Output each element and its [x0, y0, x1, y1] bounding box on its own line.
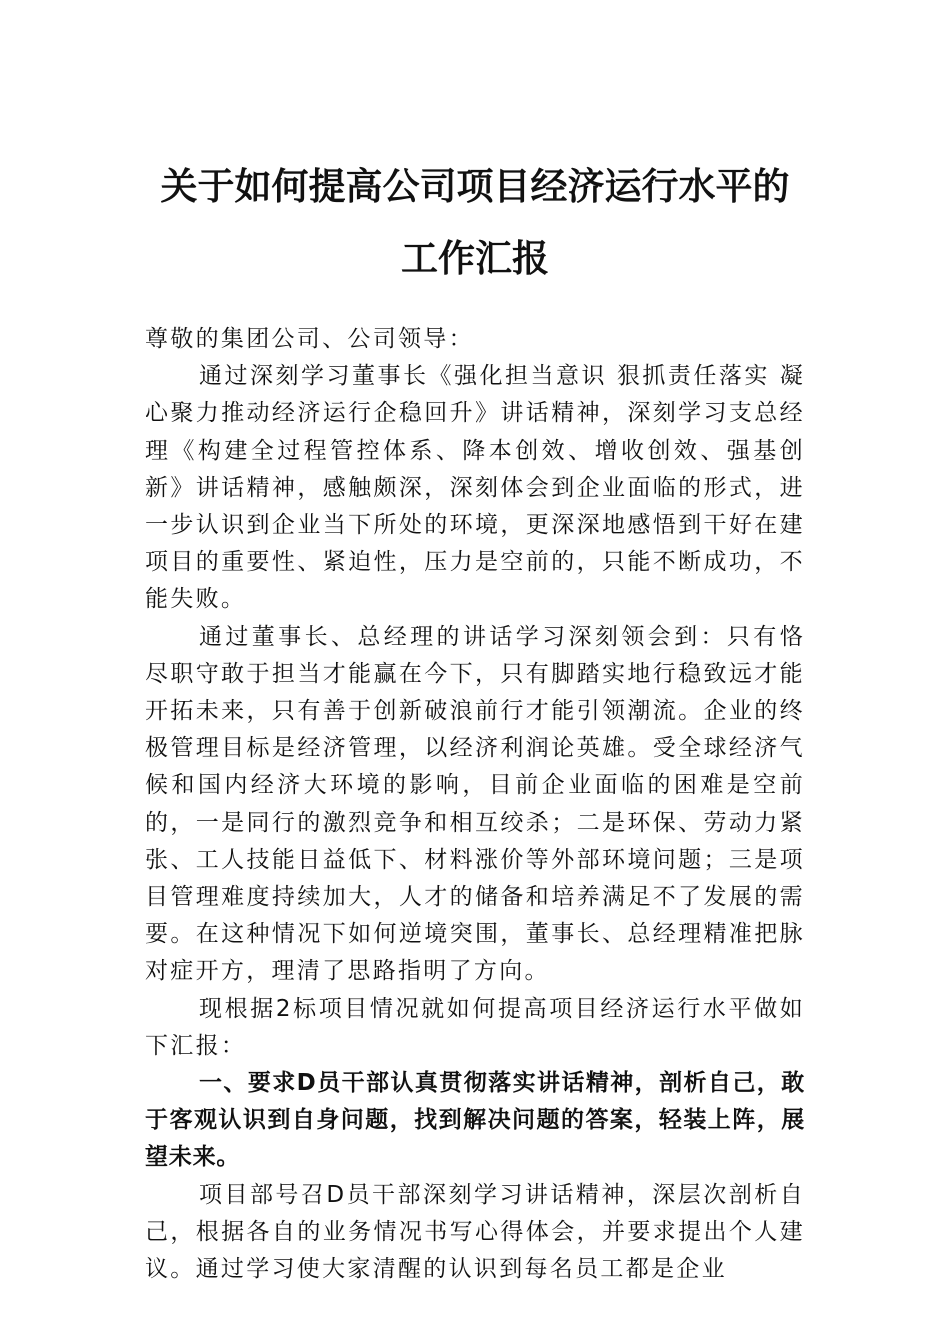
- document-title: 关于如何提高公司项目经济运行水平的工作汇报: [160, 164, 790, 280]
- salutation: 尊敬的集团公司、公司领导：: [145, 326, 474, 352]
- body-paragraph-1: 通过深刻学习董事长《强化担当意识 狠抓责任落实 凝心聚力推动经济运行企稳回升》讲话精神，深刻学习支总经理《构建全过程管控体系、降本创效、增收创效、强基创新》讲话精神，感触颇深，深刻体会到企业面临的形式，进一步认识到企业当下所处的环境，更深深地感悟到干好在建项目的重要性、紧迫性，压力是空前的，只能不断成功，不能失败。: [145, 363, 805, 613]
- section-paragraph-1: 项目部号召D员干部深刻学习讲话精神，深层次剖析自己，根据各自的业务情况书写心得体会，并要求提出个人建议。通过学习使大家清醒的认识到每名员工都是企业: [145, 1181, 805, 1283]
- document-body: [145, 321, 805, 1288]
- body-paragraph-3: 现根据2标项目情况就如何提高项目经济运行水平做如下汇报：: [145, 995, 805, 1059]
- body-paragraph-2: 通过董事长、总经理的讲话学习深刻领会到：只有恪尽职守敢于担当才能赢在今下，只有脚踏实地行稳致远才能开拓未来，只有善于创新破浪前行才能引领潮流。企业的终极管理目标是经济管理，以经济利润论英雄。受全球经济气候和国内经济大环境的影响，目前企业面临的困难是空前的，一是同行的激烈竞争和相互绞杀；二是环保、劳动力紧张、工人技能日益低下、材料涨价等外部环境问题；三是项目管理难度持续加大，人才的储备和培养满足不了发展的需要。在这种情况下如何逆境突围，董事长、总经理精准把脉对症开方，理清了思路指明了方向。: [145, 623, 805, 985]
- section-heading-1: 一、要求D员干部认真贯彻落实讲话精神，剖析自己，敢于客观认识到自身问题，找到解决问题的答案，轻装上阵，展望未来。: [145, 1070, 805, 1171]
